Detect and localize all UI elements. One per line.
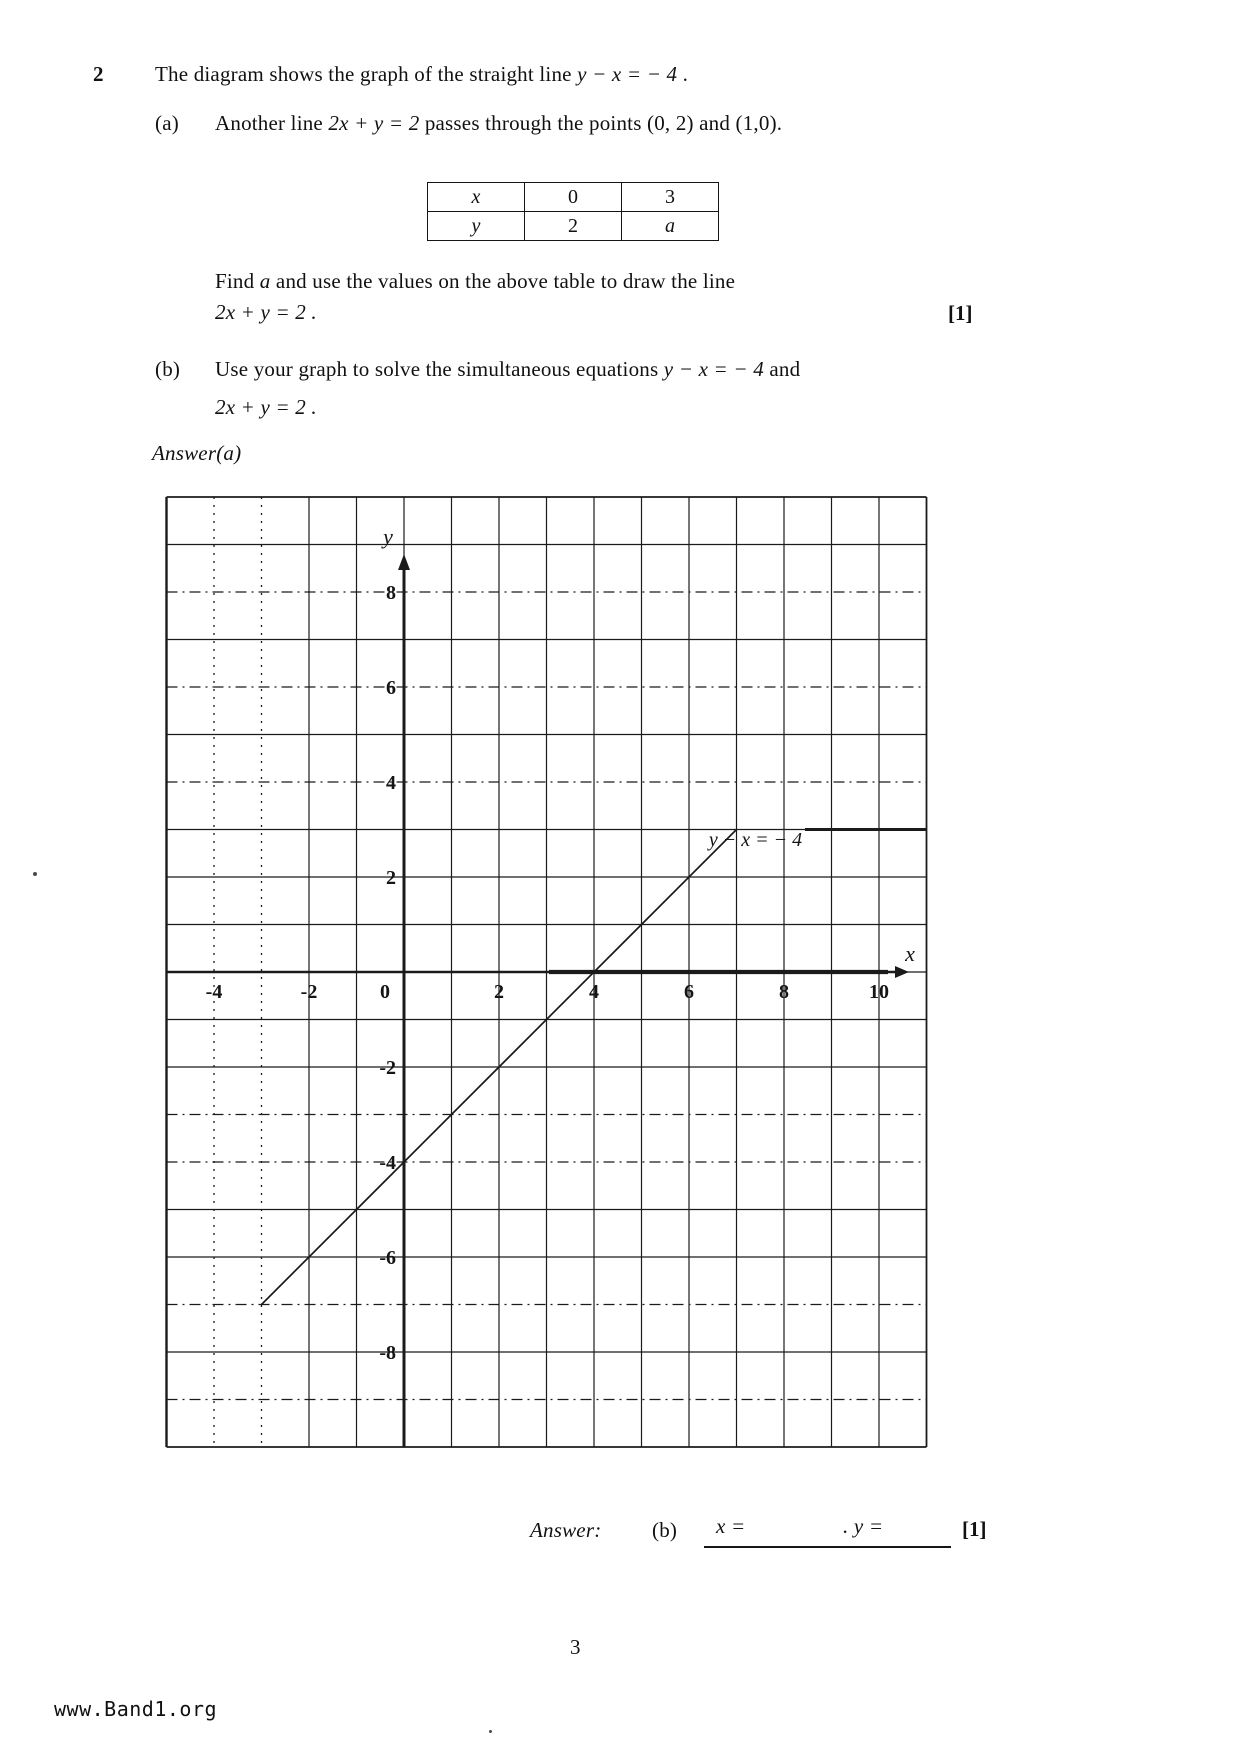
x-tick-label: -2 — [300, 981, 318, 1003]
part-b-pre: Use your graph to solve the simultaneous equations — [215, 357, 664, 381]
answer-a-label: Answer(a) — [152, 441, 242, 465]
part-a-label: (a) — [155, 111, 179, 135]
answer-b-x-eq: x = — [716, 1514, 746, 1538]
y-tick-label: -8 — [379, 1342, 396, 1364]
table-cell: x — [428, 183, 525, 212]
intro-period: . — [677, 62, 689, 86]
y-tick-label: -4 — [379, 1152, 396, 1174]
plotted-line-label: y − x = − 4 — [708, 829, 803, 852]
x-tick-label: 2 — [494, 981, 504, 1003]
scan-speck — [33, 872, 37, 876]
scan-speck — [489, 1730, 492, 1733]
x-tick-label: 6 — [684, 981, 694, 1003]
part-b-label: (b) — [155, 357, 181, 381]
table-row-y — [428, 212, 719, 241]
part-b-equation-2: 2x + y = 2 . — [215, 395, 317, 419]
x-tick-label: 4 — [589, 981, 599, 1003]
value-table — [427, 182, 719, 241]
part-b-equation: y − x = − 4 — [663, 357, 764, 381]
answer-b-label: Answer: — [530, 1518, 602, 1542]
intro-text: The diagram shows the graph of the straight line — [155, 62, 578, 86]
y-tick-label: -6 — [379, 1247, 396, 1269]
part-b-post: and — [763, 357, 801, 381]
part-a-pre: Another line — [215, 111, 329, 135]
part-b-text — [215, 356, 800, 382]
page-number: 3 — [570, 1635, 581, 1659]
table-cell: 2 — [525, 212, 622, 241]
intro-equation: y − x = − 4 — [577, 62, 678, 86]
part-a-text — [215, 110, 782, 136]
question-number: 2 — [93, 62, 104, 86]
find-instruction — [215, 268, 735, 294]
table-cell: 0 — [525, 183, 622, 212]
y-tick-label: -2 — [379, 1057, 396, 1079]
find-post: and use the values on the above table to draw the line — [270, 269, 736, 293]
answer-b-part: (b) — [652, 1518, 678, 1542]
part-a-equation: 2x + y = 2 — [328, 111, 420, 135]
question-intro — [155, 61, 688, 87]
x-axis-arrow — [895, 966, 909, 978]
part-b-mark: [1] — [962, 1517, 987, 1541]
x-tick-label: 0 — [380, 981, 390, 1003]
table-row-x — [428, 183, 719, 212]
y-tick-label: 6 — [386, 677, 396, 699]
x-tick-label: -4 — [205, 981, 223, 1003]
y-tick-label: 2 — [386, 867, 396, 889]
y-axis-label: y — [383, 524, 393, 549]
table-cell: a — [622, 212, 719, 241]
part-a-mark: [1] — [948, 301, 973, 325]
x-tick-label: 8 — [779, 981, 789, 1003]
website-watermark: www.Band1.org — [54, 1697, 218, 1721]
answer-blank-line — [704, 1510, 951, 1548]
find-variable: a — [259, 269, 271, 293]
y-tick-label: 8 — [386, 582, 396, 604]
find-pre: Find — [215, 269, 260, 293]
x-axis-label: x — [905, 941, 915, 966]
answer-b-y-eq: . y = — [843, 1514, 884, 1538]
graph-svg — [150, 480, 950, 1460]
table-cell: 3 — [622, 183, 719, 212]
table-cell: y — [428, 212, 525, 241]
y-axis-arrow — [398, 554, 410, 570]
x-tick-label: 10 — [869, 981, 889, 1003]
part-a-post: passes through the points (0, 2) and (1,0). — [419, 111, 783, 135]
find-equation: 2x + y = 2 . — [215, 300, 317, 324]
y-tick-label: 4 — [386, 772, 396, 794]
